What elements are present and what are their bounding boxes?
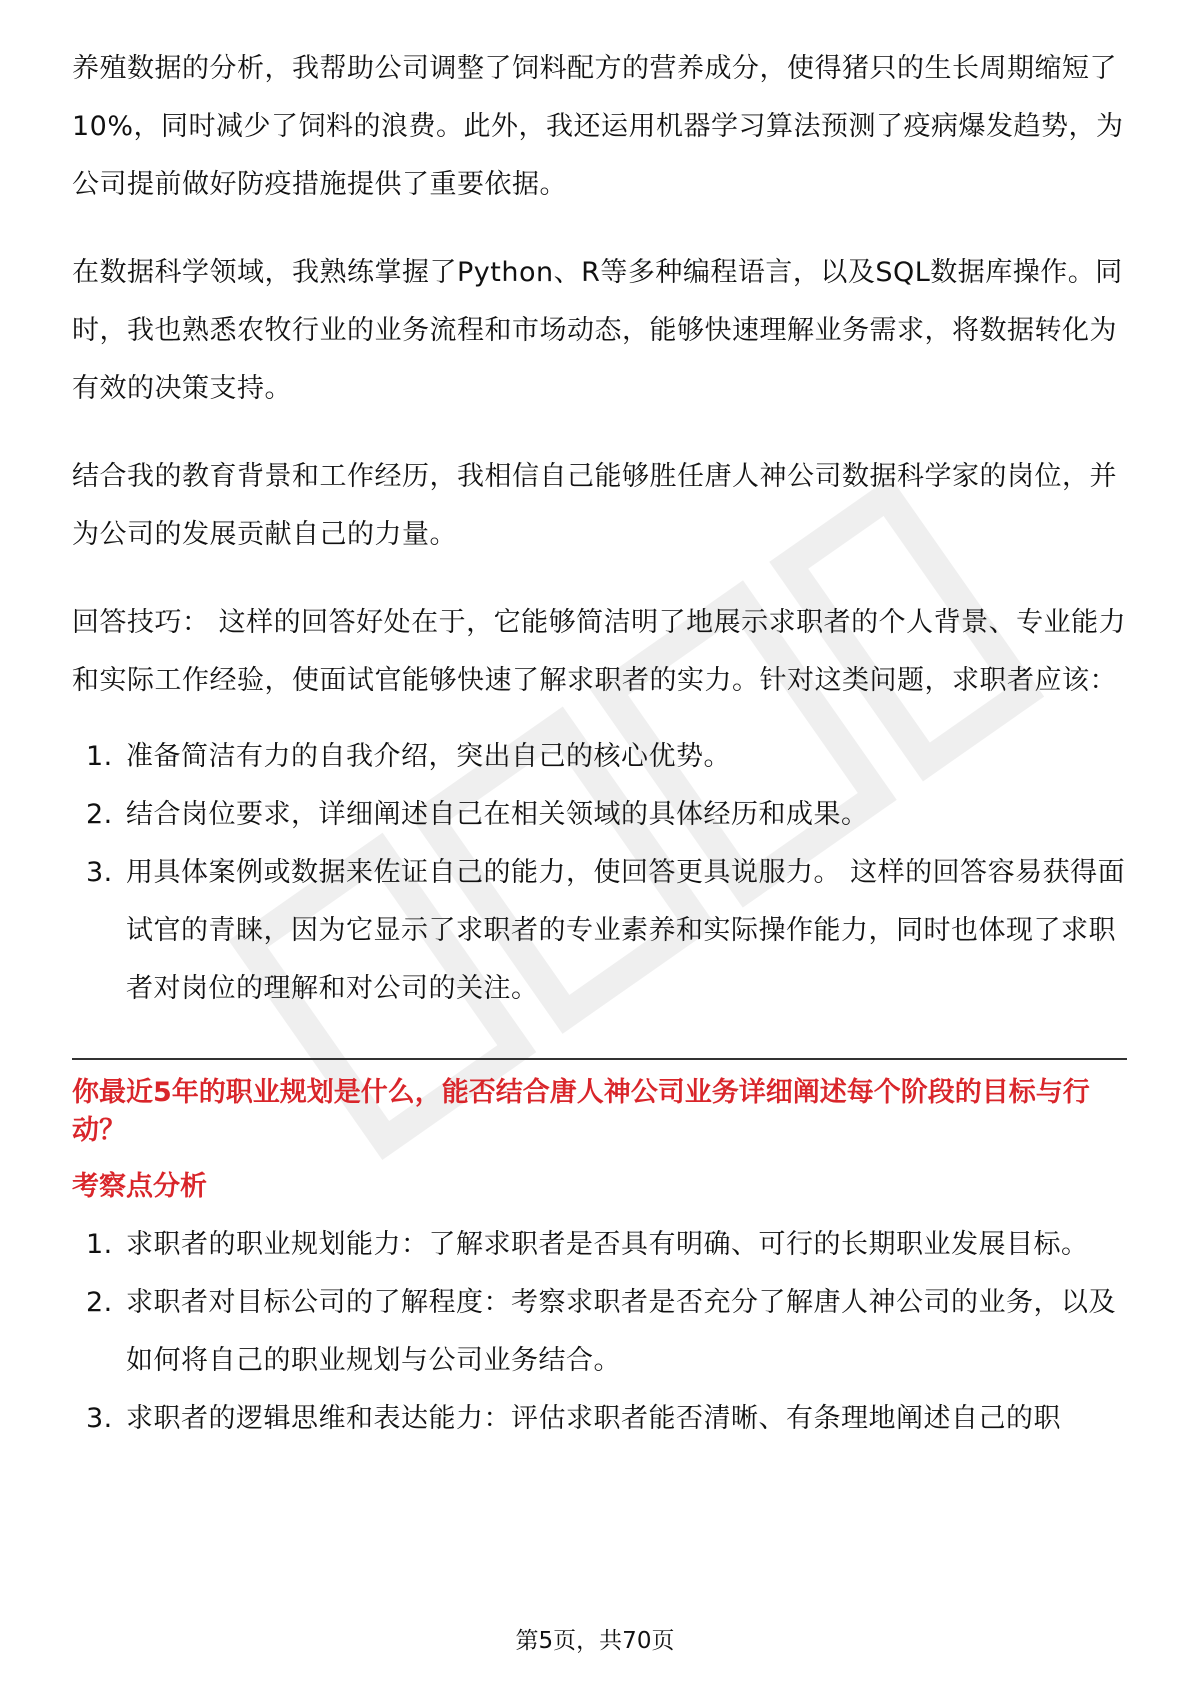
list-item-text: 准备简洁有力的自我介绍，突出自己的核心优势。 xyxy=(126,741,731,772)
section-divider xyxy=(72,1058,1127,1060)
list-item-text: 结合岗位要求，详细阐述自己在相关领域的具体经历和成果。 xyxy=(126,799,869,830)
page-footer: 第5页，共70页 xyxy=(515,1628,675,1654)
list-number: 3. xyxy=(86,1403,113,1434)
list-item-text: 求职者的职业规划能力：了解求职者是否具有明确、可行的长期职业发展目标。 xyxy=(126,1229,1089,1260)
list-item xyxy=(72,1390,1127,1448)
list-number: 1. xyxy=(86,741,113,772)
list-item xyxy=(72,844,1127,1018)
list-number: 1. xyxy=(86,1229,113,1260)
document-page xyxy=(72,40,1127,1488)
list-item-text: 求职者的逻辑思维和表达能力：评估求职者能否清晰、有条理地阐述自己的职 xyxy=(126,1403,1061,1434)
list-item xyxy=(72,1274,1127,1390)
paragraph-experience: 养殖数据的分析，我帮助公司调整了饲料配方的营养成分，使得猪只的生长周期缩短了10%，同时减少了饲料的浪费。此外，我还运用机器学习算法预测了疫病爆发趋势，为公司提前做好防疫措施提供了重要依据。 xyxy=(72,53,1124,200)
list-item xyxy=(72,786,1127,844)
tips-list xyxy=(72,728,1127,1018)
list-item-text: 用具体案例或数据来佐证自己的能力，使回答更具说服力。 这样的回答容易获得面试官的青睐，因为它显示了求职者的专业素养和实际操作能力，同时也体现了求职者对岗位的理解和对公司的关注。 xyxy=(126,857,1126,1004)
list-number: 3. xyxy=(86,857,113,888)
paragraph-conclusion: 结合我的教育背景和工作经历，我相信自己能够胜任唐人神公司数据科学家的岗位，并为公司的发展贡献自己的力量。 xyxy=(72,461,1117,550)
question-heading: 你最近5年的职业规划是什么，能否结合唐人神公司业务详细阐述每个阶段的目标与行动？ xyxy=(72,1077,1090,1146)
analysis-list xyxy=(72,1216,1127,1448)
list-number: 2. xyxy=(86,1287,113,1318)
list-item-text: 求职者对目标公司的了解程度：考察求职者是否充分了解唐人神公司的业务，以及如何将自己的职业规划与公司业务结合。 xyxy=(126,1287,1116,1376)
paragraph-skills: 在数据科学领域，我熟练掌握了Python、R等多种编程语言，以及SQL数据库操作。同时，我也熟悉农牧行业的业务流程和市场动态，能够快速理解业务需求，将数据转化为有效的决策支持。 xyxy=(72,257,1123,404)
list-item xyxy=(72,1216,1127,1274)
list-number: 2. xyxy=(86,799,113,830)
analysis-subheading: 考察点分析 xyxy=(72,1171,207,1202)
list-item xyxy=(72,728,1127,786)
paragraph-answer-tips: 回答技巧： 这样的回答好处在于，它能够简洁明了地展示求职者的个人背景、专业能力和实际工作经验，使面试官能够快速了解求职者的实力。针对这类问题，求职者应该： xyxy=(72,607,1127,696)
